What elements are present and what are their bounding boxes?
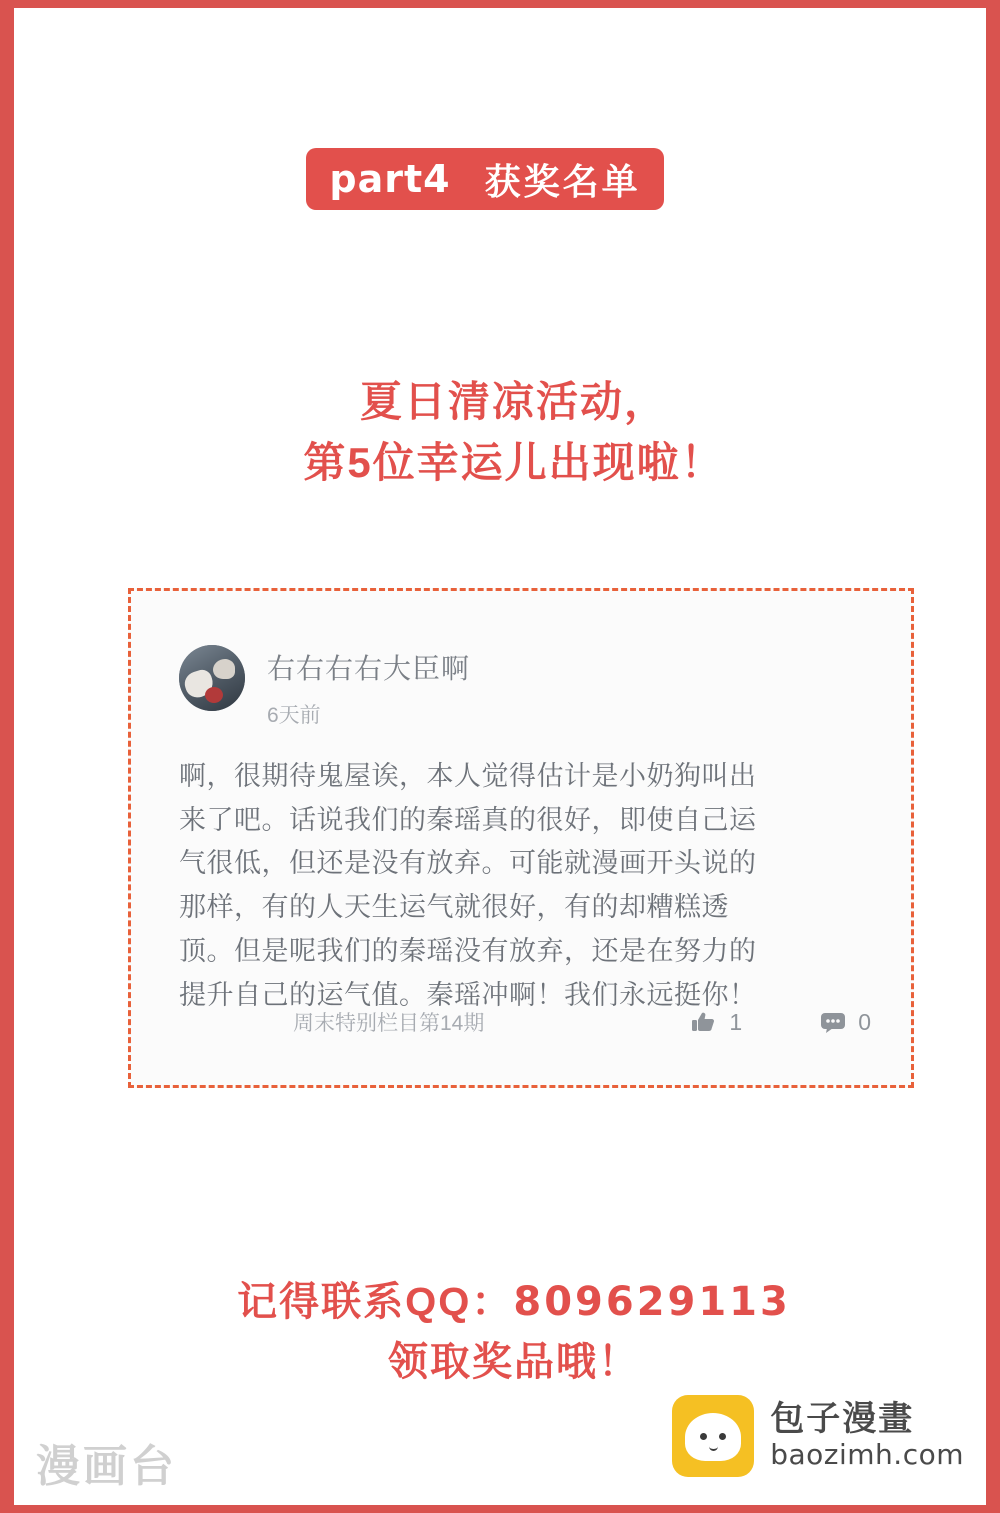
avatar	[179, 645, 245, 711]
frame-bottom-bar	[14, 1505, 1000, 1513]
qq-number: 809629113	[513, 1279, 791, 1325]
comment-meta	[267, 645, 470, 729]
comment-chapter-reference: 周末特别栏目第14期	[293, 1012, 485, 1035]
call-to-action	[14, 1272, 1000, 1392]
cta-prefix: 记得联系QQ：	[237, 1280, 514, 1324]
frame-top-bar	[14, 0, 1000, 8]
watermark-text-block	[770, 1400, 964, 1471]
bun-mouth-icon	[709, 1444, 718, 1451]
part-label: part4	[329, 157, 451, 201]
watermark-brand	[672, 1395, 964, 1477]
comment-timestamp: 6天前	[267, 704, 321, 727]
comment-body-text: 啊，很期待鬼屋诶，本人觉得估计是小奶狗叫出来了吧。话说我们的秦瑶真的很好，即使自己运气很低，但还是没有放弃。可能就漫画开头说的那样，有的人天生运气就很好，有的却糟糕透顶。但是呢我们的秦瑶没有放弃，还是在努力的提升自己的运气值。秦瑶冲啊！我们永远挺你！	[179, 761, 757, 1010]
watermark-brand-cn: 包子漫畫	[770, 1400, 915, 1439]
comment-reply-count: 0	[858, 1008, 871, 1035]
comment-count-stat[interactable]	[820, 1009, 871, 1036]
bun-face-icon	[685, 1413, 741, 1461]
comment-bubble-icon	[820, 1010, 846, 1034]
avatar-shape-b	[213, 659, 235, 679]
headline	[14, 372, 1000, 494]
comment-footer	[293, 1007, 871, 1037]
comment-stats	[691, 1009, 871, 1036]
headline-line-2: 第5位幸运儿出现啦！	[303, 438, 725, 486]
watermark-brand-en: baozimh.com	[770, 1438, 964, 1472]
part-banner	[306, 148, 664, 210]
part-title: 获奖名单	[484, 160, 641, 202]
baozi-logo-icon	[672, 1395, 754, 1477]
like-stat[interactable]	[691, 1009, 742, 1036]
comment-card	[128, 588, 914, 1088]
thumbs-up-icon	[691, 1010, 717, 1034]
comment-user-name: 右右右右大臣啊	[267, 653, 471, 684]
cta-line-1	[14, 1272, 1000, 1332]
avatar-shape-c	[205, 687, 223, 703]
watermark-left: 漫画台	[36, 1442, 177, 1491]
headline-line-1: 夏日清凉活动，	[359, 378, 668, 425]
comment-header	[179, 645, 871, 729]
cta-line-2: 领取奖品哦！	[388, 1340, 640, 1384]
comment-content	[179, 645, 871, 1017]
like-count: 1	[729, 1008, 743, 1035]
